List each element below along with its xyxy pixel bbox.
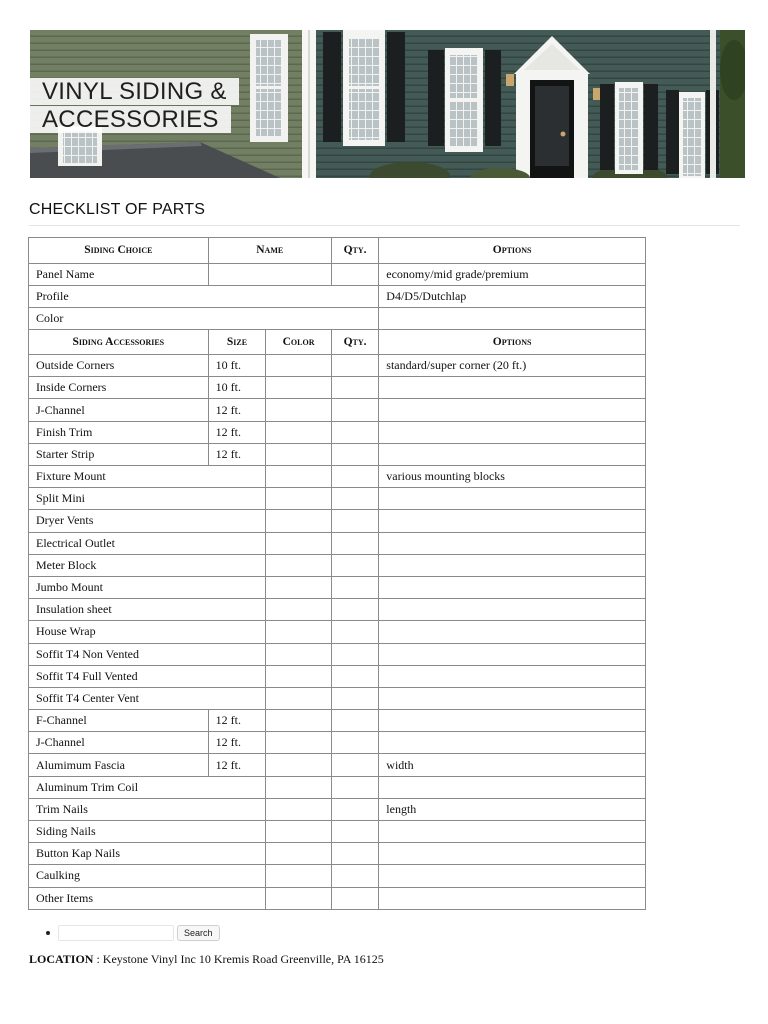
table-row [29, 665, 646, 687]
qty-cell[interactable] [331, 576, 378, 598]
checklist-body [29, 238, 646, 910]
row-label: House Wrap [29, 621, 266, 643]
qty-cell[interactable] [331, 821, 378, 843]
options-cell[interactable] [379, 821, 646, 843]
options-cell[interactable] [379, 576, 646, 598]
table-row [29, 798, 646, 820]
row-label: Profile [29, 285, 379, 307]
column-header-siding-accessories: Siding Accessories [29, 330, 209, 355]
options-cell[interactable] [379, 732, 646, 754]
table-header-row [29, 238, 646, 264]
table-row [29, 710, 646, 732]
color-cell[interactable] [266, 488, 332, 510]
qty-cell[interactable] [331, 263, 378, 285]
qty-cell[interactable] [331, 532, 378, 554]
qty-cell[interactable] [331, 554, 378, 576]
table-row [29, 355, 646, 377]
row-label: Meter Block [29, 554, 266, 576]
table-row [29, 776, 646, 798]
color-cell[interactable] [266, 421, 332, 443]
qty-cell[interactable] [331, 710, 378, 732]
table-row [29, 687, 646, 709]
qty-cell[interactable] [331, 687, 378, 709]
color-cell[interactable] [266, 687, 332, 709]
qty-cell[interactable] [331, 643, 378, 665]
color-cell[interactable] [266, 843, 332, 865]
qty-cell[interactable] [331, 843, 378, 865]
hero-title-line1: VINYL SIDING & [30, 78, 239, 105]
table-row [29, 421, 646, 443]
row-label: Soffit T4 Center Vent [29, 687, 266, 709]
qty-cell[interactable] [331, 776, 378, 798]
options-cell[interactable] [379, 510, 646, 532]
column-header-qty: Qty. [331, 238, 378, 264]
qty-cell[interactable] [331, 754, 378, 776]
qty-cell[interactable] [331, 488, 378, 510]
table-row [29, 821, 646, 843]
column-header-options: Options [379, 330, 646, 355]
color-cell[interactable] [266, 798, 332, 820]
options-cell[interactable] [379, 399, 646, 421]
qty-cell[interactable] [331, 865, 378, 887]
table-row [29, 285, 646, 307]
qty-cell[interactable] [331, 665, 378, 687]
row-label: Dryer Vents [29, 510, 266, 532]
options-cell: economy/mid grade/premium [379, 263, 646, 285]
table-row [29, 643, 646, 665]
color-cell[interactable] [266, 754, 332, 776]
table-row [29, 263, 646, 285]
options-cell: standard/super corner (20 ft.) [379, 355, 646, 377]
table-row [29, 443, 646, 465]
options-cell[interactable] [379, 643, 646, 665]
table-row [29, 599, 646, 621]
table-row [29, 554, 646, 576]
qty-cell[interactable] [331, 798, 378, 820]
qty-cell[interactable] [331, 599, 378, 621]
row-label: Alumimum Fascia [29, 754, 209, 776]
heading-divider [29, 225, 740, 226]
table-row [29, 887, 646, 909]
size-cell: 10 ft. [208, 355, 266, 377]
row-label: F-Channel [29, 710, 209, 732]
options-cell: width [379, 754, 646, 776]
options-cell[interactable] [379, 665, 646, 687]
options-cell[interactable] [379, 710, 646, 732]
options-cell: various mounting blocks [379, 466, 646, 488]
qty-cell[interactable] [331, 377, 378, 399]
color-cell[interactable] [266, 732, 332, 754]
color-cell[interactable] [266, 399, 332, 421]
row-label: Panel Name [29, 263, 209, 285]
table-row [29, 399, 646, 421]
row-label: Aluminum Trim Coil [29, 776, 266, 798]
row-label: Inside Corners [29, 377, 209, 399]
color-cell[interactable] [266, 710, 332, 732]
qty-cell[interactable] [331, 510, 378, 532]
table-row [29, 307, 646, 329]
options-cell[interactable] [379, 887, 646, 909]
color-cell[interactable] [266, 599, 332, 621]
row-label: Trim Nails [29, 798, 266, 820]
qty-cell[interactable] [331, 732, 378, 754]
size-cell: 12 ft. [208, 754, 266, 776]
row-label: J-Channel [29, 399, 209, 421]
color-cell[interactable] [266, 887, 332, 909]
row-label: Siding Nails [29, 821, 266, 843]
search-form [46, 925, 220, 941]
name-cell[interactable] [208, 263, 331, 285]
table-row [29, 576, 646, 598]
color-cell[interactable] [266, 443, 332, 465]
options-cell[interactable] [379, 865, 646, 887]
options-cell[interactable] [379, 843, 646, 865]
column-header-options: Options [379, 238, 646, 264]
color-cell[interactable] [266, 576, 332, 598]
options-cell[interactable] [379, 421, 646, 443]
size-cell: 12 ft. [208, 710, 266, 732]
qty-cell[interactable] [331, 887, 378, 909]
color-cell[interactable] [266, 821, 332, 843]
size-cell: 12 ft. [208, 399, 266, 421]
options-cell[interactable] [379, 488, 646, 510]
size-cell: 12 ft. [208, 732, 266, 754]
row-label: Other Items [29, 887, 266, 909]
options-cell[interactable] [379, 307, 646, 329]
row-label: Fixture Mount [29, 466, 266, 488]
size-cell: 12 ft. [208, 443, 266, 465]
color-cell[interactable] [266, 776, 332, 798]
column-header-qty: Qty. [331, 330, 378, 355]
qty-cell[interactable] [331, 421, 378, 443]
search-button[interactable]: Search [177, 925, 220, 941]
row-label: Finish Trim [29, 421, 209, 443]
checklist-table [28, 237, 646, 910]
hero-title-line2: ACCESSORIES [30, 106, 231, 133]
table-subheader-row [29, 330, 646, 355]
table-row [29, 532, 646, 554]
qty-cell[interactable] [331, 443, 378, 465]
row-label: Button Kap Nails [29, 843, 266, 865]
hero-title [30, 78, 239, 133]
list-bullet [46, 931, 50, 935]
size-cell: 12 ft. [208, 421, 266, 443]
options-cell[interactable] [379, 776, 646, 798]
row-label: Electrical Outlet [29, 532, 266, 554]
options-cell[interactable] [379, 621, 646, 643]
column-header-color: Color [266, 330, 332, 355]
table-row [29, 843, 646, 865]
column-header-name: Name [208, 238, 331, 264]
row-label: Split Mini [29, 488, 266, 510]
hero-banner [30, 30, 745, 178]
table-row [29, 865, 646, 887]
row-label: Outside Corners [29, 355, 209, 377]
color-cell[interactable] [266, 377, 332, 399]
color-cell[interactable] [266, 554, 332, 576]
size-cell: 10 ft. [208, 377, 266, 399]
color-cell[interactable] [266, 466, 332, 488]
page-title: CHECKLIST OF PARTS [29, 201, 206, 218]
row-label: J-Channel [29, 732, 209, 754]
options-cell: length [379, 798, 646, 820]
options-cell[interactable] [379, 377, 646, 399]
table-row [29, 510, 646, 532]
color-cell[interactable] [266, 532, 332, 554]
qty-cell[interactable] [331, 466, 378, 488]
color-cell[interactable] [266, 510, 332, 532]
table-row [29, 754, 646, 776]
qty-cell[interactable] [331, 621, 378, 643]
row-label: Starter Strip [29, 443, 209, 465]
location-label: LOCATION [29, 952, 94, 966]
row-label: Color [29, 307, 379, 329]
row-label: Soffit T4 Non Vented [29, 643, 266, 665]
options-cell[interactable] [379, 687, 646, 709]
row-label: Insulation sheet [29, 599, 266, 621]
table-row [29, 377, 646, 399]
color-cell[interactable] [266, 865, 332, 887]
table-row [29, 466, 646, 488]
location-address: : Keystone Vinyl Inc 10 Kremis Road Greenville, PA 16125 [93, 952, 384, 966]
search-input[interactable] [58, 925, 174, 941]
qty-cell[interactable] [331, 355, 378, 377]
qty-cell[interactable] [331, 399, 378, 421]
color-cell[interactable] [266, 355, 332, 377]
column-header-size: Size [208, 330, 266, 355]
table-row [29, 732, 646, 754]
table-row [29, 621, 646, 643]
table-row [29, 488, 646, 510]
color-cell[interactable] [266, 665, 332, 687]
color-cell[interactable] [266, 643, 332, 665]
color-cell[interactable] [266, 621, 332, 643]
row-label: Caulking [29, 865, 266, 887]
options-cell[interactable] [379, 532, 646, 554]
options-cell[interactable] [379, 443, 646, 465]
location-line [29, 952, 384, 967]
column-header-siding-choice: Siding Choice [29, 238, 209, 264]
options-cell[interactable] [379, 554, 646, 576]
options-cell[interactable] [379, 599, 646, 621]
row-label: Jumbo Mount [29, 576, 266, 598]
row-label: Soffit T4 Full Vented [29, 665, 266, 687]
options-cell: D4/D5/Dutchlap [379, 285, 646, 307]
